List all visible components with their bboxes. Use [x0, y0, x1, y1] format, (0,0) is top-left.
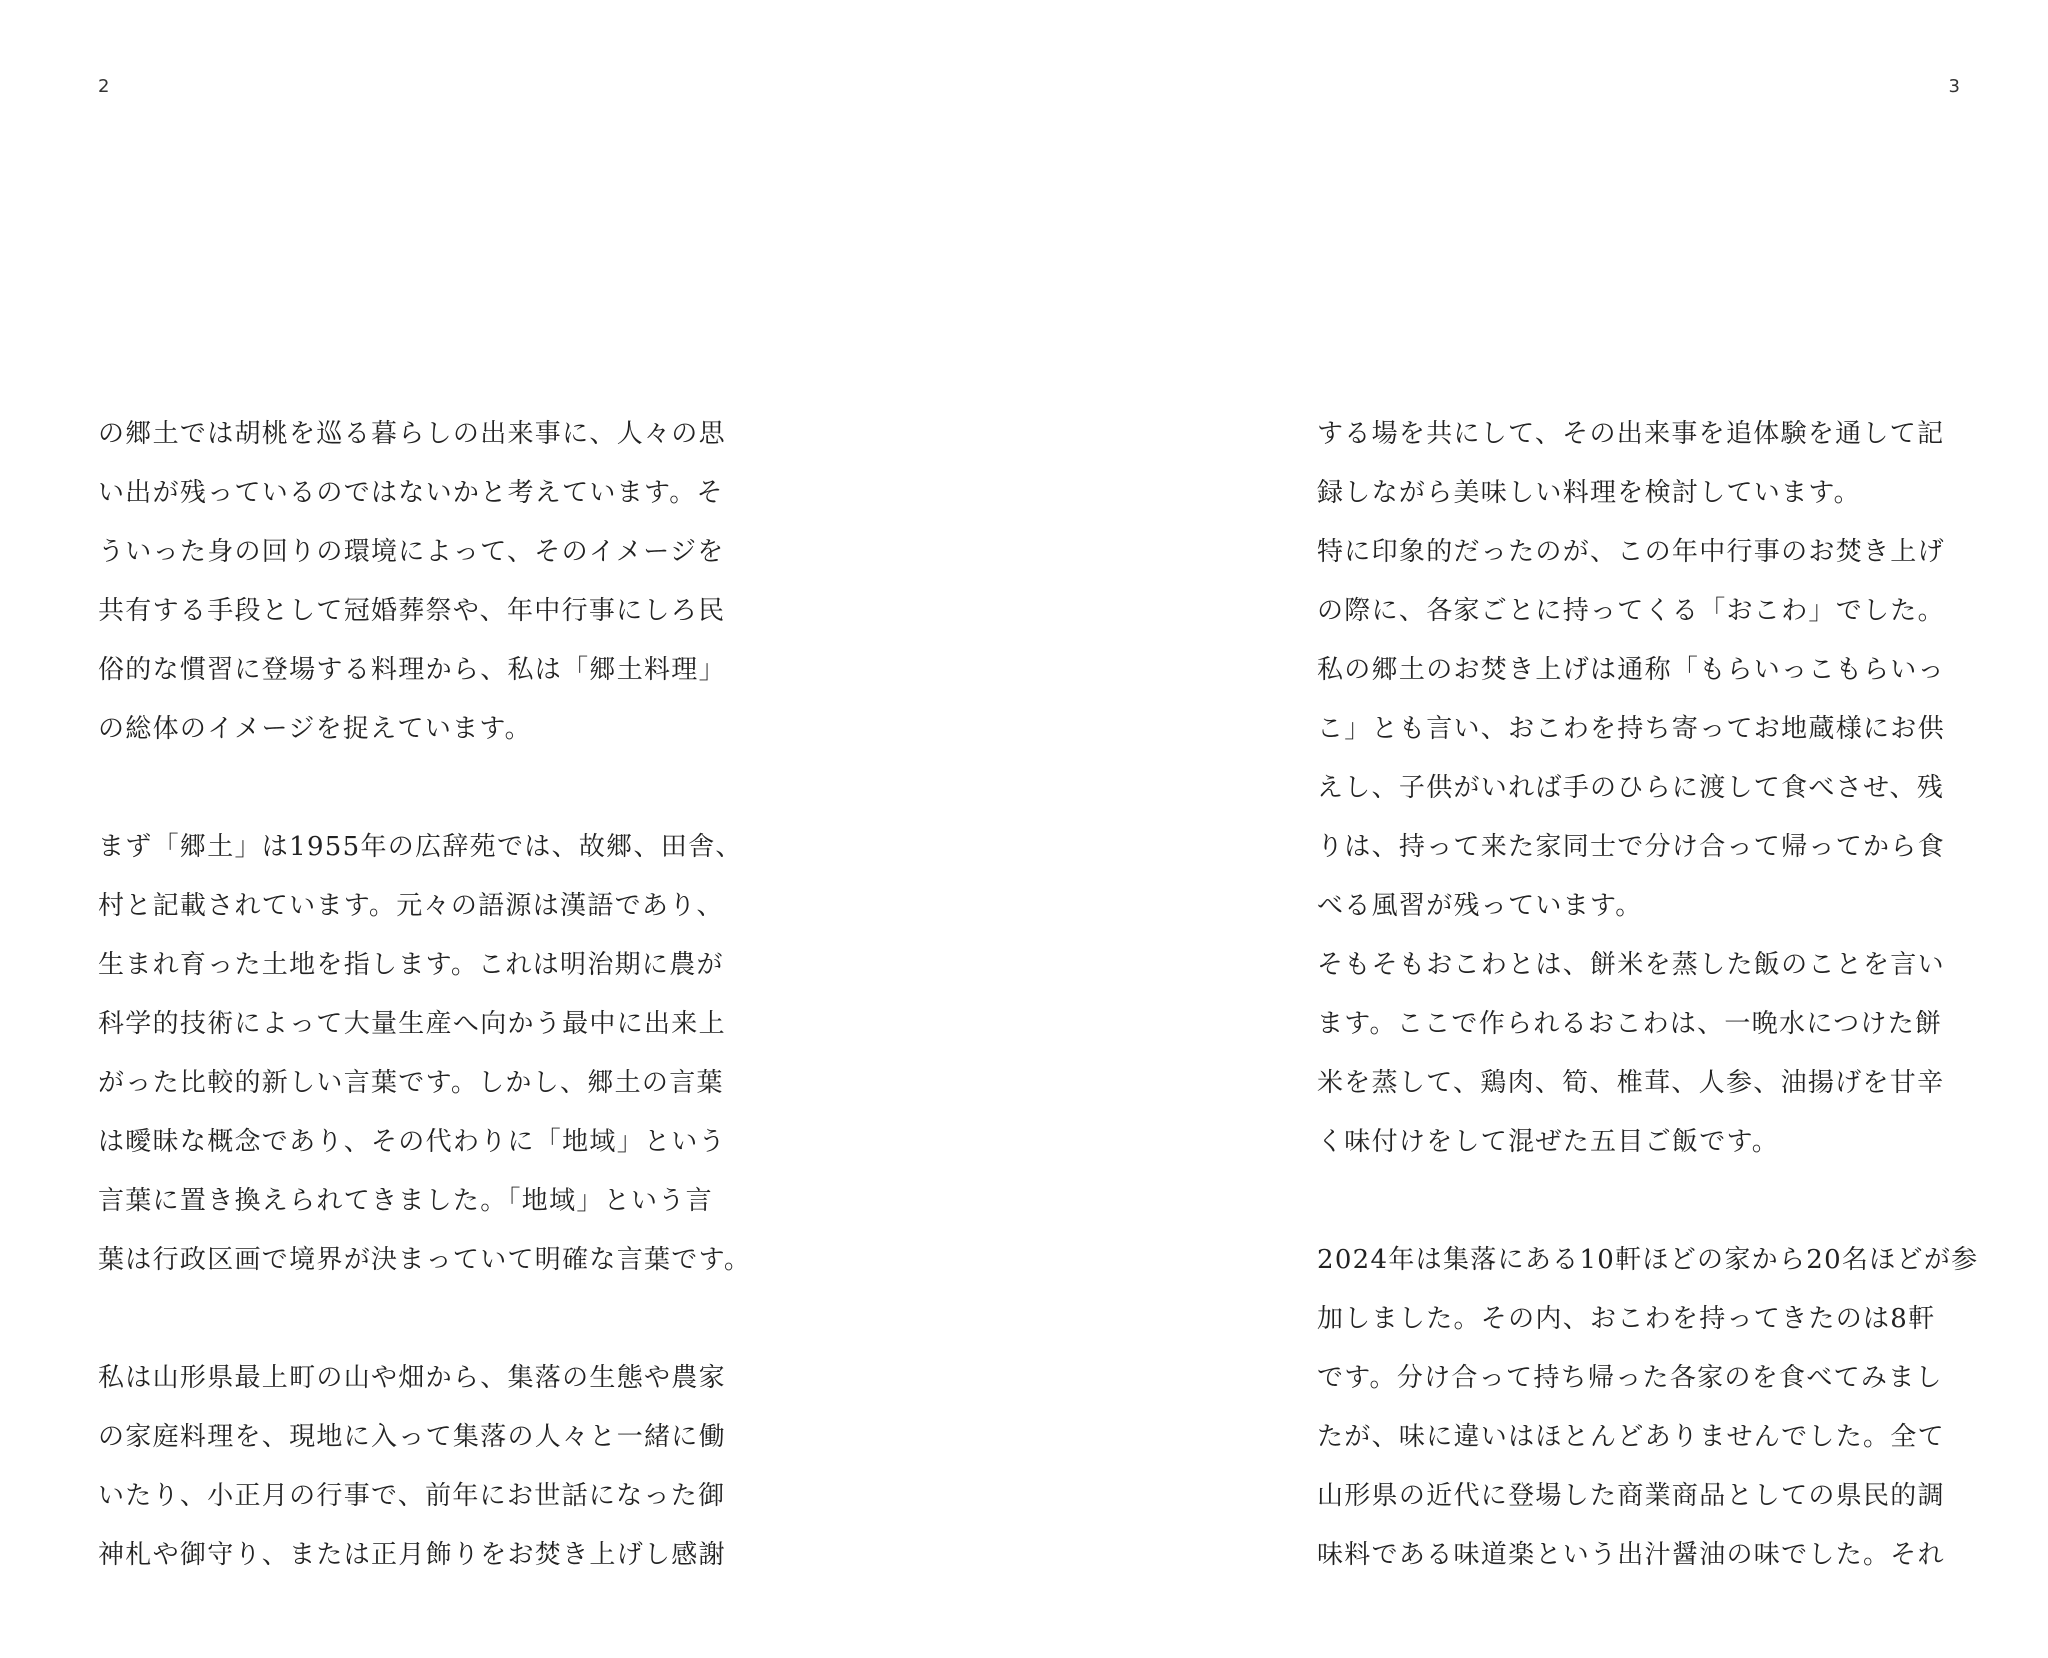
text-line: 葉は行政区画で境界が決まっていて明確な言葉です。 — [98, 1245, 752, 1275]
text-line: 加しました。その内、おこわを持ってきたのは8軒 — [1317, 1304, 1936, 1334]
page-number-left: 2 — [98, 76, 110, 97]
text-line: りは、持って来た家同士で分け合って帰ってから食 — [1317, 832, 1945, 862]
text-line: 俗的な慣習に登場する料理から、私は「郷土料理」 — [98, 655, 726, 685]
right-page-body — [1317, 405, 1979, 1585]
text-line: こ」とも言い、おこわを持ち寄ってお地蔵様にお供 — [1317, 714, 1945, 744]
text-line: たが、味に違いはほとんどありませんでした。全て — [1317, 1422, 1945, 1452]
text-line: の総体のイメージを捉えています。 — [98, 714, 532, 744]
text-line: そもそもおこわとは、餅米を蒸した飯のことを言い — [1317, 950, 1945, 980]
paragraph-gap — [98, 759, 738, 818]
text-line: 神札や御守り、または正月飾りをお焚き上げし感謝 — [98, 1540, 726, 1570]
text-line: く味付けをして混ぜた五目ご飯です。 — [1317, 1127, 1780, 1157]
text-line: べる風習が残っています。 — [1317, 891, 1643, 921]
text-line: 山形県の近代に登場した商業商品としての県民的調 — [1317, 1481, 1945, 1511]
text-line: ます。ここで作られるおこわは、一晩水につけた餅 — [1317, 1009, 1943, 1039]
paragraph-gap — [1317, 1172, 1957, 1231]
text-line: の郷土では胡桃を巡る暮らしの出来事に、人々の思 — [98, 419, 726, 449]
text-line: 言葉に置き換えられてきました。「地域」という言 — [98, 1186, 713, 1216]
text-line: 生まれ育った土地を指します。これは明治期に農が — [98, 950, 724, 980]
text-line: 味料である味道楽という出汁醤油の味でした。それ — [1317, 1540, 1945, 1570]
text-line: 私は山形県最上町の山や畑から、集落の生態や農家 — [98, 1363, 726, 1393]
text-line: 共有する手段として冠婚葬祭や、年中行事にしろ民 — [98, 596, 726, 626]
left-page-body — [98, 405, 752, 1585]
text-line: する場を共にして、その出来事を追体験を通して記 — [1317, 419, 1945, 449]
text-line: えし、子供がいれば手のひらに渡して食べさせ、残 — [1317, 773, 1945, 803]
page-number-right: 3 — [1948, 76, 1960, 97]
text-line: 2024年は集落にある10軒ほどの家から20名ほどが参 — [1317, 1245, 1979, 1275]
text-line: いたり、小正月の行事で、前年にお世話になった御 — [98, 1481, 726, 1511]
text-line: 米を蒸して、鶏肉、筍、椎茸、人参、油揚げを甘辛 — [1317, 1068, 1945, 1098]
text-line: の家庭料理を、現地に入って集落の人々と一緒に働 — [98, 1422, 726, 1452]
text-line: は曖昧な概念であり、その代わりに「地域」という — [98, 1127, 726, 1157]
text-line: 特に印象的だったのが、この年中行事のお焚き上げ — [1317, 537, 1945, 567]
text-line: 私の郷土のお焚き上げは通称「もらいっこもらいっ — [1317, 655, 1945, 685]
text-line: ういった身の回りの環境によって、そのイメージを — [98, 537, 725, 567]
text-line: 録しながら美味しい料理を検討しています。 — [1317, 478, 1861, 508]
text-line: 村と記載されています。元々の語源は漢語であり、 — [98, 891, 724, 921]
text-line: がった比較的新しい言葉です。しかし、郷土の言葉 — [98, 1068, 724, 1098]
text-line: い出が残っているのではないかと考えています。そ — [98, 478, 724, 508]
text-line: まず「郷土」は1955年の広辞苑では、故郷、田舎、 — [98, 832, 743, 862]
text-line: です。分け合って持ち帰った各家のを食べてみまし — [1317, 1363, 1943, 1393]
paragraph-gap — [98, 1290, 738, 1349]
text-line: の際に、各家ごとに持ってくる「おこわ」でした。 — [1317, 596, 1945, 626]
text-line: 科学的技術によって大量生産へ向かう最中に出来上 — [98, 1009, 726, 1039]
